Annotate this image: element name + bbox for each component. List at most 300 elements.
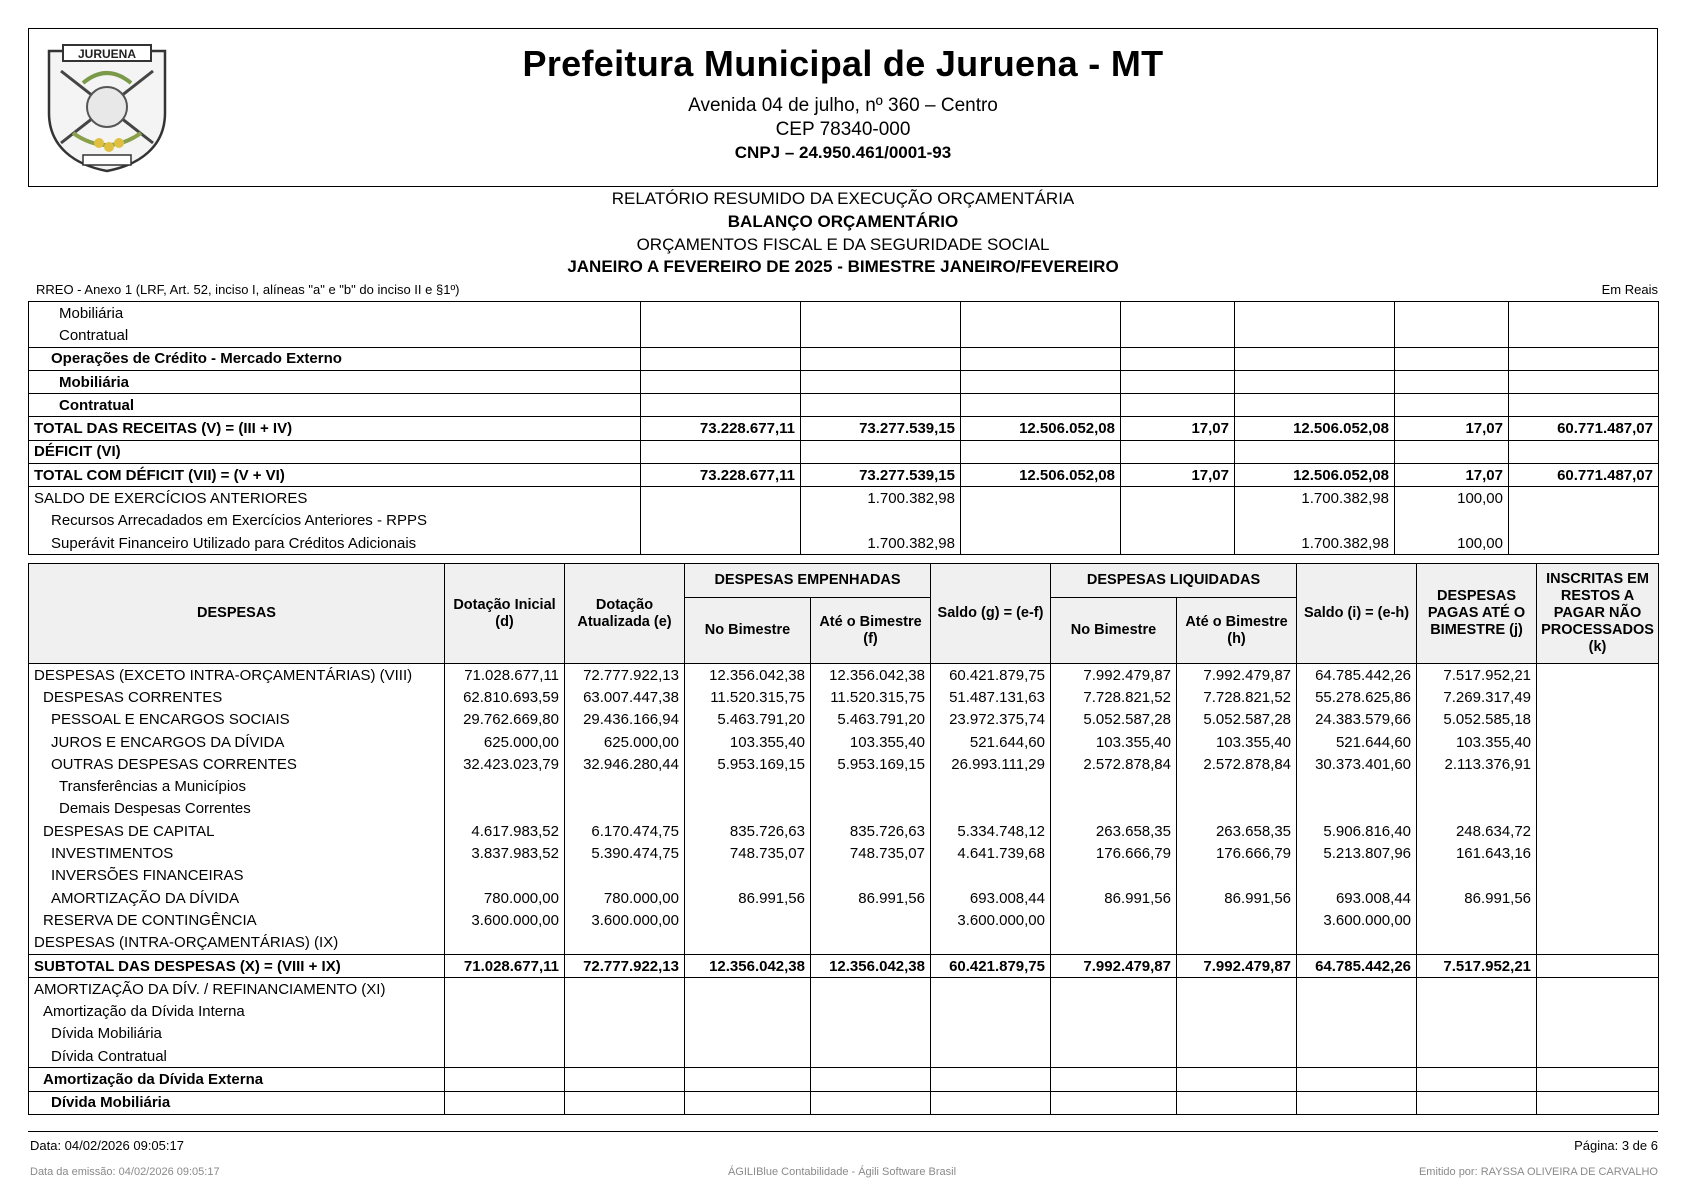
cell-value: 100,00 bbox=[1395, 487, 1509, 510]
cell-value bbox=[1297, 865, 1417, 887]
cell-value: 103.355,40 bbox=[1051, 731, 1177, 753]
cell-value: 17,07 bbox=[1395, 464, 1509, 487]
cell-value: 73.228.677,11 bbox=[641, 417, 801, 440]
cell-value bbox=[801, 394, 961, 417]
table-row bbox=[29, 798, 1659, 820]
cell-value bbox=[801, 302, 961, 325]
cell-value bbox=[961, 324, 1121, 347]
cell-value: 73.228.677,11 bbox=[641, 464, 801, 487]
col-header-emp-no-bimestre: No Bimestre bbox=[685, 598, 811, 664]
cell-value bbox=[685, 1000, 811, 1022]
cell-value bbox=[685, 865, 811, 887]
cell-value: 72.777.922,13 bbox=[565, 664, 685, 687]
cell-value bbox=[1121, 347, 1235, 370]
cell-value bbox=[1395, 347, 1509, 370]
cell-value bbox=[445, 1023, 565, 1045]
cell-value bbox=[445, 1091, 565, 1114]
cell-value bbox=[1537, 842, 1659, 864]
cell-value: 7.728.821,52 bbox=[1177, 686, 1297, 708]
row-label: Operações de Crédito - Mercado Externo bbox=[29, 347, 641, 370]
footer-emission-date: Data da emissão: 04/02/2026 09:05:17 bbox=[30, 1166, 220, 1178]
cell-value bbox=[1417, 1045, 1537, 1068]
cell-value bbox=[1297, 978, 1417, 1001]
row-label: Dívida Mobiliária bbox=[51, 1025, 162, 1043]
cell-value: 176.666,79 bbox=[1177, 842, 1297, 864]
row-label: AMORTIZAÇÃO DA DÍV. / REFINANCIAMENTO (XI) bbox=[29, 978, 445, 1001]
report-period: JANEIRO A FEVEREIRO DE 2025 - BIMESTRE JANEIRO/FEVEREIRO bbox=[567, 257, 1119, 276]
row-label: Recursos Arrecadados em Exercícios Anteriores - RPPS bbox=[51, 512, 427, 530]
cell-value bbox=[1051, 978, 1177, 1001]
cell-value bbox=[1417, 932, 1537, 955]
cell-value bbox=[685, 1068, 811, 1091]
cell-value bbox=[1537, 865, 1659, 887]
cell-value bbox=[811, 909, 931, 931]
cell-value bbox=[1537, 932, 1659, 955]
cell-value bbox=[1051, 1091, 1177, 1114]
cell-value bbox=[1051, 1000, 1177, 1022]
col-header-emp-ate-bimestre: Até o Bimestre (f) bbox=[811, 598, 931, 664]
row-label: Superávit Financeiro Utilizado para Créditos Adicionais bbox=[51, 534, 417, 552]
cell-value bbox=[1121, 532, 1235, 555]
cell-value bbox=[1417, 775, 1537, 797]
row-label: DESPESAS DE CAPITAL bbox=[43, 822, 215, 840]
cell-value bbox=[1537, 798, 1659, 820]
cell-value: 248.634,72 bbox=[1417, 820, 1537, 842]
cell-value: 3.600.000,00 bbox=[445, 909, 565, 931]
cell-value bbox=[1177, 1068, 1297, 1091]
header-box bbox=[28, 28, 1658, 187]
cell-value: 29.436.166,94 bbox=[565, 709, 685, 731]
cell-value bbox=[1177, 909, 1297, 931]
cell-value bbox=[1417, 1091, 1537, 1114]
cell-value: 2.572.878,84 bbox=[1051, 753, 1177, 775]
cell-value bbox=[1235, 394, 1395, 417]
cell-value bbox=[1509, 302, 1659, 325]
cell-value bbox=[1051, 775, 1177, 797]
row-label: DESPESAS (EXCETO INTRA-ORÇAMENTÁRIAS) (VIII) bbox=[34, 666, 413, 684]
cell-value: 103.355,40 bbox=[685, 731, 811, 753]
cell-value bbox=[1051, 1068, 1177, 1091]
cell-value bbox=[1121, 302, 1235, 325]
table-row bbox=[29, 1068, 1659, 1091]
cell-value: 6.170.474,75 bbox=[565, 820, 685, 842]
cell-value bbox=[811, 775, 931, 797]
cell-value: 263.658,35 bbox=[1177, 820, 1297, 842]
cell-value: 11.520.315,75 bbox=[685, 686, 811, 708]
row-label: INVESTIMENTOS bbox=[51, 845, 174, 863]
cell-value bbox=[931, 932, 1051, 955]
cell-value: 23.972.375,74 bbox=[931, 709, 1051, 731]
cell-value bbox=[931, 1068, 1051, 1091]
cell-value: 5.390.474,75 bbox=[565, 842, 685, 864]
row-label: TOTAL COM DÉFICIT (VII) = (V + VI) bbox=[29, 464, 641, 487]
col-header-liq-ate-bimestre: Até o Bimestre (h) bbox=[1177, 598, 1297, 664]
cell-value bbox=[1509, 487, 1659, 510]
cell-value bbox=[445, 1068, 565, 1091]
cell-value: 780.000,00 bbox=[445, 887, 565, 909]
cell-value: 693.008,44 bbox=[931, 887, 1051, 909]
cell-value: 3.600.000,00 bbox=[565, 909, 685, 931]
cell-value bbox=[1177, 1023, 1297, 1045]
col-header-liquidadas: DESPESAS LIQUIDADAS bbox=[1051, 564, 1297, 598]
cell-value bbox=[445, 932, 565, 955]
col-header-pagas: DESPESAS PAGAS ATÉ O BIMESTRE (j) bbox=[1417, 564, 1537, 664]
col-header-inscritas: INSCRITAS EM RESTOS A PAGAR NÃO PROCESSADOS (k) bbox=[1537, 564, 1659, 664]
cell-value bbox=[1121, 370, 1235, 393]
cell-value: 521.644,60 bbox=[1297, 731, 1417, 753]
cell-value: 32.946.280,44 bbox=[565, 753, 685, 775]
cell-value: 26.993.111,29 bbox=[931, 753, 1051, 775]
table-row bbox=[29, 1045, 1659, 1068]
cell-value: 625.000,00 bbox=[565, 731, 685, 753]
cell-value bbox=[1537, 664, 1659, 687]
cell-value: 12.356.042,38 bbox=[685, 954, 811, 977]
cell-value bbox=[1051, 865, 1177, 887]
cell-value bbox=[641, 510, 801, 532]
cell-value bbox=[961, 532, 1121, 555]
cell-value: 60.421.879,75 bbox=[931, 664, 1051, 687]
cell-value: 780.000,00 bbox=[565, 887, 685, 909]
cell-value bbox=[1177, 1091, 1297, 1114]
footer-page-number: Página: 3 de 6 bbox=[1574, 1138, 1658, 1153]
cell-value: 72.777.922,13 bbox=[565, 954, 685, 977]
row-label: PESSOAL E ENCARGOS SOCIAIS bbox=[51, 711, 290, 729]
report-title: RELATÓRIO RESUMIDO DA EXECUÇÃO ORÇAMENTÁRIA bbox=[611, 189, 1075, 208]
table-row bbox=[29, 510, 1659, 532]
row-label: Mobiliária bbox=[29, 370, 641, 393]
cell-value: 12.356.042,38 bbox=[685, 664, 811, 687]
col-header-saldo-i: Saldo (i) = (e-h) bbox=[1297, 564, 1417, 664]
currency-unit: Em Reais bbox=[1601, 282, 1658, 297]
cell-value: 86.991,56 bbox=[1051, 887, 1177, 909]
cell-value bbox=[1509, 347, 1659, 370]
footer-rule bbox=[28, 1131, 1658, 1132]
cell-value: 1.700.382,98 bbox=[801, 532, 961, 555]
cell-value: 12.506.052,08 bbox=[1235, 417, 1395, 440]
cell-value: 17,07 bbox=[1395, 417, 1509, 440]
cell-value bbox=[1235, 347, 1395, 370]
cell-value: 100,00 bbox=[1395, 532, 1509, 555]
cell-value bbox=[565, 1045, 685, 1068]
cell-value bbox=[811, 798, 931, 820]
cell-value bbox=[1297, 1091, 1417, 1114]
cell-value bbox=[685, 1045, 811, 1068]
cell-value: 7.992.479,87 bbox=[1051, 954, 1177, 977]
cell-value bbox=[1297, 798, 1417, 820]
table-row bbox=[29, 887, 1659, 909]
cell-value bbox=[961, 487, 1121, 510]
cell-value bbox=[811, 1000, 931, 1022]
cell-value bbox=[1537, 887, 1659, 909]
cell-value bbox=[811, 1068, 931, 1091]
row-label: OUTRAS DESPESAS CORRENTES bbox=[51, 755, 297, 773]
table-row bbox=[29, 394, 1659, 417]
footer-issued-by: Emitido por: RAYSSA OLIVEIRA DE CARVALHO bbox=[1418, 1166, 1658, 1178]
col-header-dotacao-inicial: Dotação Inicial (d) bbox=[445, 564, 565, 664]
cell-value bbox=[801, 510, 961, 532]
cell-value bbox=[1537, 731, 1659, 753]
cell-value: 103.355,40 bbox=[811, 731, 931, 753]
cell-value bbox=[685, 1091, 811, 1114]
cell-value bbox=[1417, 909, 1537, 931]
cell-value bbox=[1297, 1023, 1417, 1045]
cell-value bbox=[811, 1091, 931, 1114]
row-label: DESPESAS (INTRA-ORÇAMENTÁRIAS) (IX) bbox=[34, 934, 339, 952]
cell-value bbox=[1051, 798, 1177, 820]
cell-value: 5.463.791,20 bbox=[685, 709, 811, 731]
cell-value bbox=[961, 394, 1121, 417]
cell-value bbox=[565, 775, 685, 797]
cell-value: 4.641.739,68 bbox=[931, 842, 1051, 864]
cell-value: 86.991,56 bbox=[1177, 887, 1297, 909]
row-label: Transferências a Municípios bbox=[59, 778, 247, 796]
cell-value bbox=[1297, 775, 1417, 797]
row-label: Amortização da Dívida Interna bbox=[43, 1003, 245, 1021]
cell-value bbox=[445, 1000, 565, 1022]
cell-value bbox=[1417, 798, 1537, 820]
cell-value: 71.028.677,11 bbox=[445, 664, 565, 687]
cell-value: 748.735,07 bbox=[685, 842, 811, 864]
cell-value bbox=[1509, 324, 1659, 347]
cell-value bbox=[801, 347, 961, 370]
row-label: Mobiliária bbox=[59, 304, 124, 322]
annex-reference: RREO - Anexo 1 (LRF, Art. 52, inciso I, alíneas "a" e "b" do inciso II e §1º) bbox=[36, 282, 460, 297]
cell-value: 5.213.807,96 bbox=[1297, 842, 1417, 864]
cell-value bbox=[641, 324, 801, 347]
cell-value bbox=[811, 1045, 931, 1068]
footer-date: Data: 04/02/2026 09:05:17 bbox=[30, 1138, 184, 1153]
cell-value: 4.617.983,52 bbox=[445, 820, 565, 842]
cell-value bbox=[961, 510, 1121, 532]
cell-value: 5.906.816,40 bbox=[1297, 820, 1417, 842]
cell-value: 73.277.539,15 bbox=[801, 464, 961, 487]
cell-value bbox=[931, 1000, 1051, 1022]
cell-value: 30.373.401,60 bbox=[1297, 753, 1417, 775]
cell-value bbox=[801, 324, 961, 347]
cell-value: 835.726,63 bbox=[685, 820, 811, 842]
cell-value bbox=[641, 440, 801, 463]
cell-value bbox=[811, 932, 931, 955]
institution-cep: CEP 78340-000 bbox=[775, 119, 911, 140]
cell-value: 63.007.447,38 bbox=[565, 686, 685, 708]
institution-address: Avenida 04 de julho, nº 360 – Centro bbox=[688, 95, 998, 116]
cell-value bbox=[641, 487, 801, 510]
cell-value bbox=[1177, 1000, 1297, 1022]
cell-value bbox=[1395, 324, 1509, 347]
table-row bbox=[29, 909, 1659, 931]
cell-value bbox=[1051, 1023, 1177, 1045]
cell-value bbox=[1297, 932, 1417, 955]
cell-value: 86.991,56 bbox=[685, 887, 811, 909]
cell-value bbox=[641, 532, 801, 555]
table-row bbox=[29, 487, 1659, 510]
cell-value: 32.423.023,79 bbox=[445, 753, 565, 775]
row-label: Demais Despesas Correntes bbox=[59, 800, 251, 818]
cell-value bbox=[565, 865, 685, 887]
cell-value bbox=[811, 865, 931, 887]
cell-value bbox=[1177, 798, 1297, 820]
cell-value bbox=[565, 1091, 685, 1114]
cell-value: 29.762.669,80 bbox=[445, 709, 565, 731]
cell-value bbox=[1509, 370, 1659, 393]
table-row bbox=[29, 370, 1659, 393]
col-header-despesas: DESPESAS bbox=[29, 564, 445, 664]
cell-value bbox=[1177, 865, 1297, 887]
cell-value bbox=[445, 978, 565, 1001]
cell-value bbox=[445, 775, 565, 797]
cell-value bbox=[1537, 909, 1659, 931]
cell-value: 62.810.693,59 bbox=[445, 686, 565, 708]
cell-value: 7.992.479,87 bbox=[1177, 954, 1297, 977]
table-row bbox=[29, 709, 1659, 731]
cell-value: 5.953.169,15 bbox=[811, 753, 931, 775]
table-row bbox=[29, 978, 1659, 1001]
cell-value: 521.644,60 bbox=[931, 731, 1051, 753]
cell-value bbox=[1537, 1000, 1659, 1022]
table-row bbox=[29, 932, 1659, 955]
cell-value: 86.991,56 bbox=[1417, 887, 1537, 909]
cell-value: 60.771.487,07 bbox=[1509, 417, 1659, 440]
cell-value bbox=[1177, 1045, 1297, 1068]
cell-value bbox=[1177, 932, 1297, 955]
cell-value bbox=[685, 909, 811, 931]
cell-value bbox=[1537, 753, 1659, 775]
cell-value bbox=[1537, 1023, 1659, 1045]
cell-value bbox=[641, 370, 801, 393]
cell-value: 12.506.052,08 bbox=[1235, 464, 1395, 487]
cell-value bbox=[961, 370, 1121, 393]
cell-value bbox=[1177, 978, 1297, 1001]
row-label: SUBTOTAL DAS DESPESAS (X) = (VIII + IX) bbox=[29, 954, 445, 977]
cell-value: 161.643,16 bbox=[1417, 842, 1537, 864]
cell-value bbox=[445, 1045, 565, 1068]
cell-value bbox=[641, 394, 801, 417]
cell-value: 11.520.315,75 bbox=[811, 686, 931, 708]
cell-value bbox=[801, 440, 961, 463]
cell-value bbox=[1235, 510, 1395, 532]
cell-value bbox=[685, 798, 811, 820]
cell-value bbox=[931, 1091, 1051, 1114]
cell-value bbox=[1395, 510, 1509, 532]
cell-value: 12.356.042,38 bbox=[811, 954, 931, 977]
cell-value: 2.572.878,84 bbox=[1177, 753, 1297, 775]
cell-value bbox=[1297, 1000, 1417, 1022]
cell-value: 71.028.677,11 bbox=[445, 954, 565, 977]
cell-value bbox=[1417, 1023, 1537, 1045]
svg-text:JURUENA: JURUENA bbox=[77, 47, 137, 61]
cell-value bbox=[565, 798, 685, 820]
cell-value bbox=[1121, 487, 1235, 510]
cell-value bbox=[1537, 978, 1659, 1001]
row-label: AMORTIZAÇÃO DA DÍVIDA bbox=[51, 889, 240, 907]
cell-value: 748.735,07 bbox=[811, 842, 931, 864]
report-scope: ORÇAMENTOS FISCAL E DA SEGURIDADE SOCIAL bbox=[636, 235, 1050, 254]
cell-value bbox=[961, 440, 1121, 463]
institution-cnpj: CNPJ – 24.950.461/0001-93 bbox=[734, 143, 952, 162]
cell-value bbox=[1235, 324, 1395, 347]
table-row bbox=[29, 686, 1659, 708]
cell-value bbox=[961, 347, 1121, 370]
row-label: DÉFICIT (VI) bbox=[29, 440, 641, 463]
cell-value bbox=[1395, 440, 1509, 463]
cell-value: 3.600.000,00 bbox=[931, 909, 1051, 931]
cell-value bbox=[1537, 709, 1659, 731]
cell-value: 7.728.821,52 bbox=[1051, 686, 1177, 708]
row-label: Contratual bbox=[29, 394, 641, 417]
cell-value: 103.355,40 bbox=[1417, 731, 1537, 753]
row-label: TOTAL DAS RECEITAS (V) = (III + IV) bbox=[29, 417, 641, 440]
cell-value bbox=[1509, 394, 1659, 417]
cell-value bbox=[931, 775, 1051, 797]
cell-value bbox=[1235, 370, 1395, 393]
cell-value bbox=[445, 865, 565, 887]
col-header-liq-no-bimestre: No Bimestre bbox=[1051, 598, 1177, 664]
cell-value: 60.421.879,75 bbox=[931, 954, 1051, 977]
cell-value bbox=[685, 1023, 811, 1045]
cell-value: 1.700.382,98 bbox=[801, 487, 961, 510]
cell-value bbox=[565, 978, 685, 1001]
col-header-dotacao-atualizada: Dotação Atualizada (e) bbox=[565, 564, 685, 664]
cell-value: 5.334.748,12 bbox=[931, 820, 1051, 842]
cell-value bbox=[1537, 954, 1659, 977]
cell-value: 64.785.442,26 bbox=[1297, 664, 1417, 687]
cell-value: 12.506.052,08 bbox=[961, 417, 1121, 440]
cell-value bbox=[1537, 775, 1659, 797]
col-header-saldo-g: Saldo (g) = (e-f) bbox=[931, 564, 1051, 664]
cell-value bbox=[1395, 302, 1509, 325]
cell-value bbox=[1509, 532, 1659, 555]
cell-value: 7.517.952,21 bbox=[1417, 954, 1537, 977]
cell-value bbox=[1297, 1068, 1417, 1091]
row-label: JUROS E ENCARGOS DA DÍVIDA bbox=[51, 733, 285, 751]
cell-value bbox=[1297, 1045, 1417, 1068]
cell-value bbox=[641, 347, 801, 370]
table-row bbox=[29, 842, 1659, 864]
cell-value bbox=[445, 798, 565, 820]
table-row bbox=[29, 1091, 1659, 1114]
table-row bbox=[29, 1000, 1659, 1022]
cell-value bbox=[1509, 510, 1659, 532]
cell-value: 5.463.791,20 bbox=[811, 709, 931, 731]
cell-value bbox=[1121, 510, 1235, 532]
receitas-table bbox=[28, 301, 1659, 555]
cell-value: 55.278.625,86 bbox=[1297, 686, 1417, 708]
cell-value bbox=[1395, 394, 1509, 417]
cell-value: 17,07 bbox=[1121, 464, 1235, 487]
cell-value bbox=[1537, 686, 1659, 708]
cell-value: 7.992.479,87 bbox=[1051, 664, 1177, 687]
despesas-table bbox=[28, 563, 1659, 1115]
cell-value bbox=[1121, 440, 1235, 463]
table-row bbox=[29, 302, 1659, 325]
cell-value: 17,07 bbox=[1121, 417, 1235, 440]
cell-value: 3.837.983,52 bbox=[445, 842, 565, 864]
cell-value: 625.000,00 bbox=[445, 731, 565, 753]
cell-value: 1.700.382,98 bbox=[1235, 532, 1395, 555]
cell-value: 2.113.376,91 bbox=[1417, 753, 1537, 775]
table-row bbox=[29, 532, 1659, 555]
cell-value bbox=[811, 978, 931, 1001]
cell-value: 60.771.487,07 bbox=[1509, 464, 1659, 487]
cell-value bbox=[1051, 909, 1177, 931]
table-row-total bbox=[29, 464, 1659, 487]
cell-value bbox=[1509, 440, 1659, 463]
cell-value: 64.785.442,26 bbox=[1297, 954, 1417, 977]
table-row bbox=[29, 440, 1659, 463]
table-row bbox=[29, 1023, 1659, 1045]
row-label: DESPESAS CORRENTES bbox=[43, 688, 223, 706]
cell-value bbox=[1417, 1000, 1537, 1022]
